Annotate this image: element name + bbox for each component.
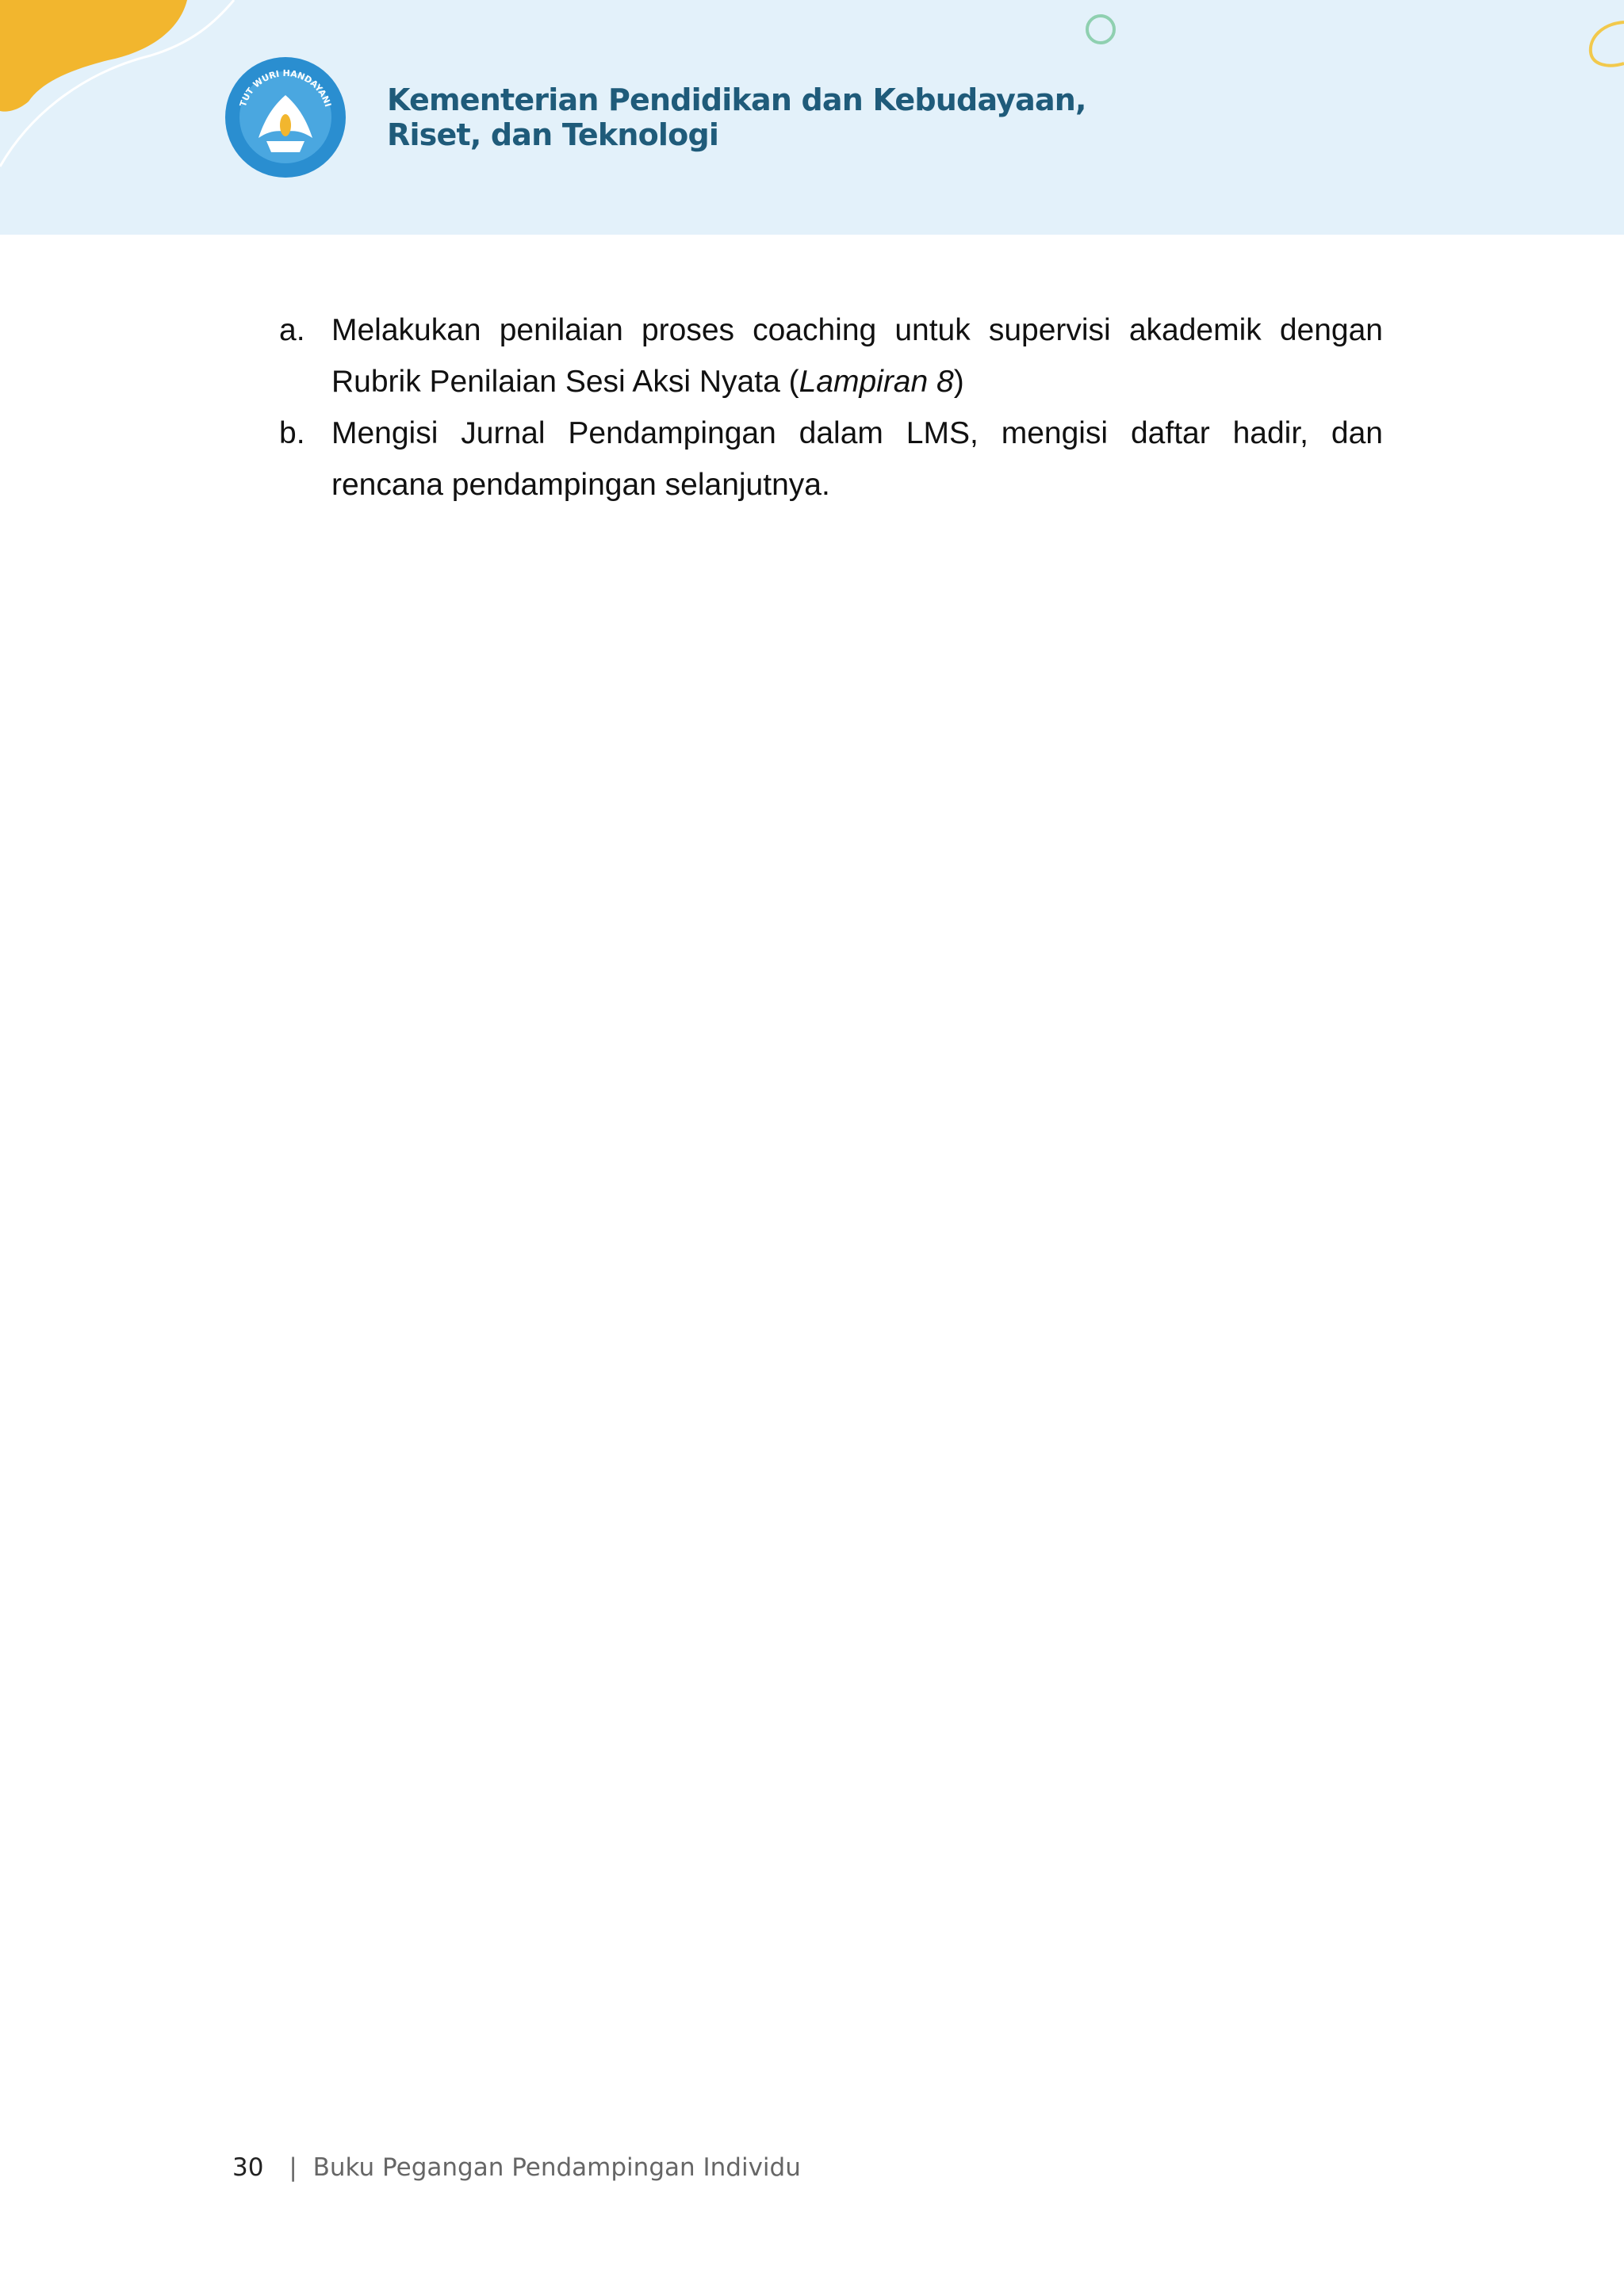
appendix-reference: Lampiran 8 bbox=[799, 365, 954, 399]
main-content bbox=[279, 304, 1383, 511]
ministry-name bbox=[387, 82, 1086, 152]
list-item-text: Mengisi Jurnal Pendampingan dalam LMS, mengisi daftar hadir, dan rencana pendampingan selanjutnya. bbox=[331, 416, 1383, 502]
footer-separator: | bbox=[289, 2153, 297, 2182]
page-footer bbox=[232, 2153, 801, 2182]
book-title: Buku Pegangan Pendampingan Individu bbox=[312, 2153, 801, 2182]
list-marker: b. bbox=[279, 416, 305, 450]
page-number: 30 bbox=[232, 2153, 264, 2182]
tut-wuri-handayani-logo bbox=[224, 55, 347, 179]
list-item bbox=[279, 408, 1383, 511]
list-item-text: Melakukan penilaian proses coaching untuk supervisi akademik dengan Rubrik Penilaian Sesi Aksi Nyata (Lampiran 8) bbox=[331, 313, 1383, 399]
circle-decoration-icon bbox=[1087, 16, 1114, 43]
svg-text:TUT WURI HANDAYANI: TUT WURI HANDAYANI bbox=[237, 67, 334, 109]
list-item bbox=[279, 304, 1383, 408]
ministry-line-2: Riset, dan Teknologi bbox=[387, 117, 719, 152]
list-marker: a. bbox=[279, 313, 305, 347]
ministry-line-1: Kementerian Pendidikan dan Kebudayaan, bbox=[387, 82, 1086, 117]
header-banner bbox=[0, 0, 1624, 235]
